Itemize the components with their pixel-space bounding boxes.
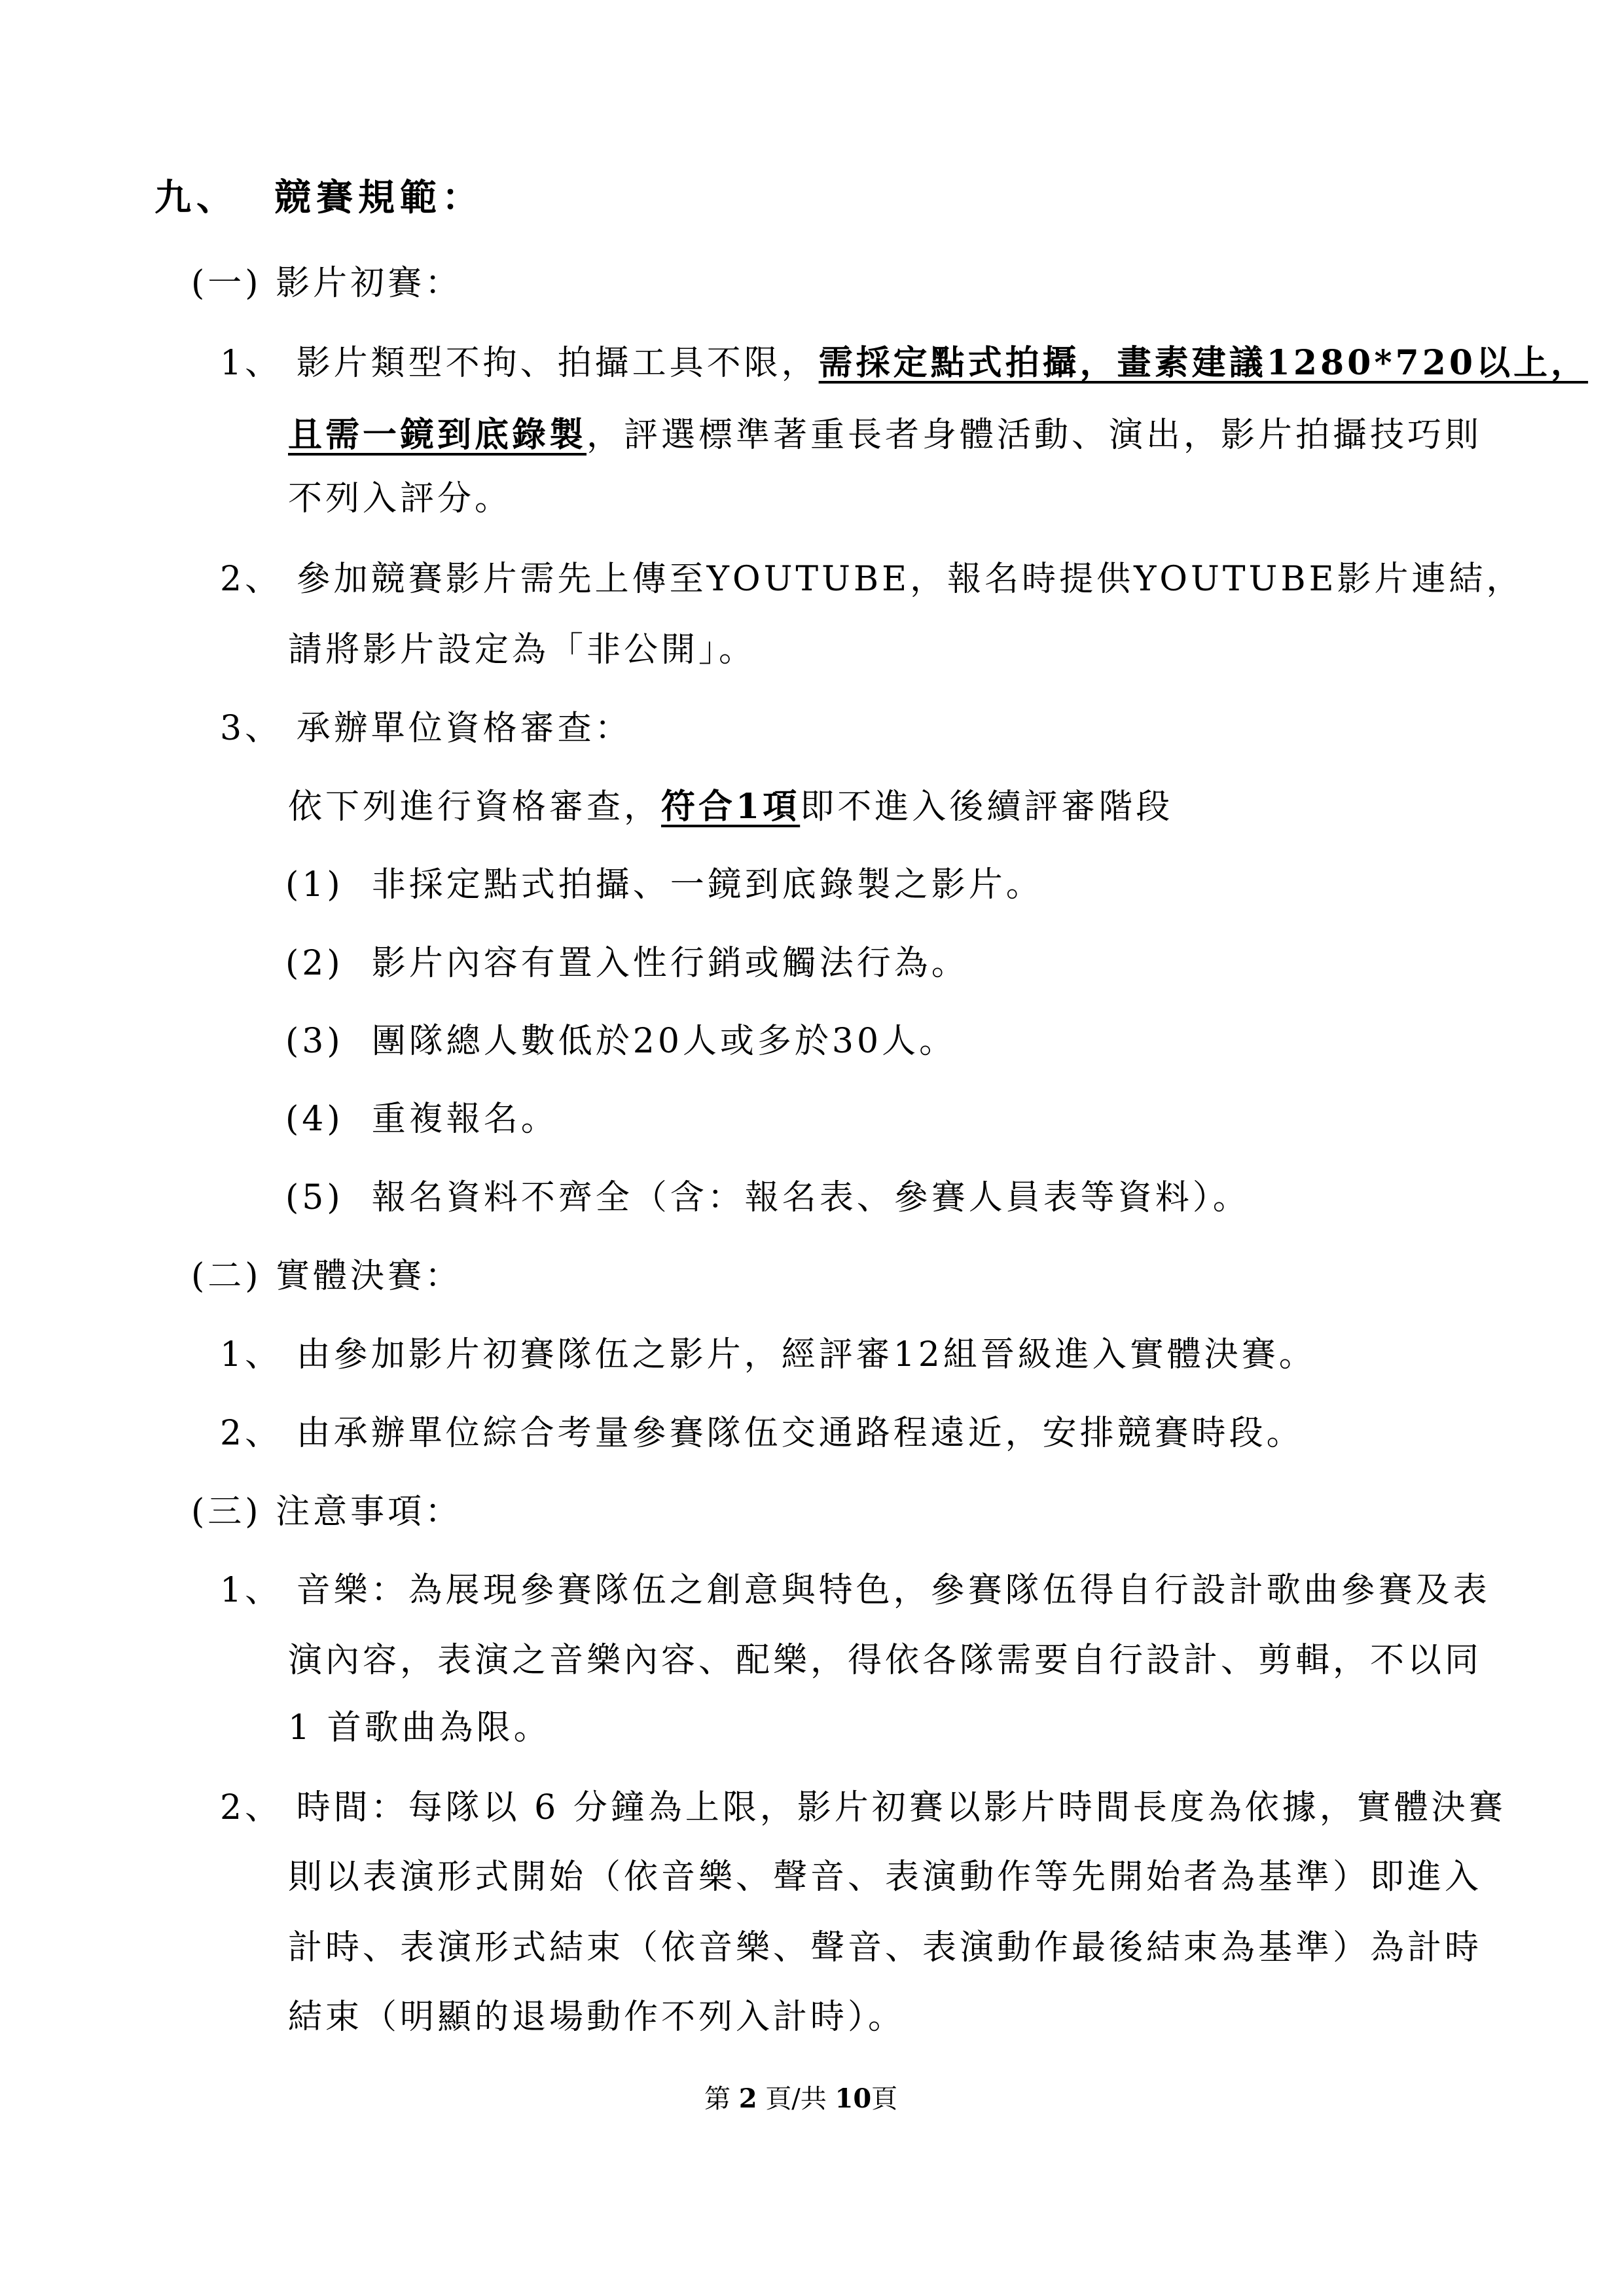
footer-page-number: 2 [738,2083,757,2114]
part3-item1-line3 [288,1702,551,1754]
item-text: 時間：每隊以 6 分鐘為上限，影片初賽以影片時間長度為依據，實體決賽 [296,1788,1506,1827]
subitem-text: 報名資料不齊全（含：報名表、參賽人員表等資料）。 [371,1178,1250,1217]
section-number: 九、 [154,176,238,219]
footer-middle: 頁/共 [765,2084,827,2114]
item-text: 參加競賽影片需先上傳至YOUTUBE，報名時提供YOUTUBE影片連結， [296,560,1524,599]
item-number: 2、 [220,1788,283,1827]
footer-suffix: 頁 [871,2084,898,2114]
part1-item2-line1 [220,553,1524,605]
item-number: 1、 [220,1571,283,1610]
item-text: 音樂：為展現參賽隊伍之創意與特色，參賽隊伍得自行設計歌曲參賽及表 [296,1571,1490,1610]
emphasis-text: 且需一鏡到底錄製 [288,415,587,455]
subitem-4 [285,1093,558,1145]
part1-heading [191,257,462,310]
subitem-number: (2) [285,944,344,983]
subitem-3 [285,1015,956,1067]
part3-item1-line1 [220,1564,1490,1617]
part3-heading [191,1486,462,1538]
emphasis-text: 符合1項 [661,787,801,827]
part3-item1-line2 [288,1634,1482,1687]
part2-item1 [220,1329,1316,1381]
item-text: 承辦單位資格審查： [296,709,632,748]
subitem-number: (3) [285,1022,344,1061]
item-text: 計時、表演形式結束（依音樂、聲音、表演動作最後結束為基準）為計時 [288,1928,1483,1967]
item-text: 即不進入後續評審階段 [800,787,1174,827]
part1-item3-line1 [220,702,632,755]
part3-title: 注意事項： [276,1492,463,1532]
section-heading [154,171,484,224]
item-number: 1、 [220,1335,283,1374]
part3-item2-line1 [220,1782,1506,1834]
subitem-1 [285,859,1043,911]
part1-item1-line1 [220,337,1588,389]
subitem-text: 重複報名。 [371,1100,558,1139]
subitem-number: (1) [285,865,344,905]
item-text: 1 首歌曲為限。 [288,1708,551,1748]
part1-item2-line2 [288,624,756,676]
part1-item3-intro [288,781,1173,833]
subitem-5 [285,1172,1250,1224]
footer-prefix: 第 [704,2084,731,2114]
part2-item2 [220,1407,1304,1460]
subitem-text: 影片內容有置入性行銷或觸法行為。 [371,944,969,983]
item-number: 2、 [220,1414,283,1453]
page-footer [704,2079,897,2119]
item-number: 3、 [220,709,283,748]
emphasis-text: 需採定點式拍攝，畫素建議1280*720以上， [818,343,1589,383]
subitem-number: (5) [285,1178,344,1217]
subitem-number: (4) [285,1100,344,1139]
footer-total-pages: 10 [835,2083,872,2114]
item-number: 1、 [220,344,283,383]
part1-label: (一) [191,264,262,303]
part3-item2-line2 [288,1851,1482,1903]
item-text: 影片類型不拘、拍攝工具不限， [296,344,819,383]
part1-item1-line3 [288,473,512,525]
item-text: 演內容，表演之音樂內容、配樂，得依各隊需要自行設計、剪輯，不以同 [288,1641,1483,1680]
item-text: 由參加影片初賽隊伍之影片，經評審12組晉級進入實體決賽。 [296,1335,1316,1374]
section-title: 競賽規範： [274,176,484,219]
item-number: 2、 [220,560,283,599]
part3-label: (三) [191,1492,262,1532]
item-text: 結束（明顯的退場動作不列入計時）。 [288,1998,906,2037]
item-text: 則以表演形式開始（依音樂、聲音、表演動作等先開始者為基準）即進入 [288,1857,1483,1897]
part3-item2-line3 [288,1922,1482,1974]
item-text: 不列入評分。 [288,479,513,518]
part1-item1-line2 [288,409,1482,461]
item-text: ，評選標準著重長者身體活動、演出，影片拍攝技巧則 [586,416,1483,455]
item-text: 由承辦單位綜合考量參賽隊伍交通路程遠近，安排競賽時段。 [296,1414,1304,1453]
part2-label: (二) [191,1257,262,1296]
subitem-text: 團隊總人數低於20人或多於30人。 [371,1022,957,1061]
part2-title: 實體決賽： [276,1257,463,1296]
subitem-2 [285,937,969,990]
item-text: 請將影片設定為「非公開」。 [288,630,757,670]
subitem-text: 非採定點式拍攝、一鏡到底錄製之影片。 [371,865,1043,905]
part1-title: 影片初賽： [276,264,463,303]
item-text: 依下列進行資格審查， [288,787,662,827]
part2-heading [191,1250,462,1302]
part3-item2-line4 [288,1991,905,2043]
